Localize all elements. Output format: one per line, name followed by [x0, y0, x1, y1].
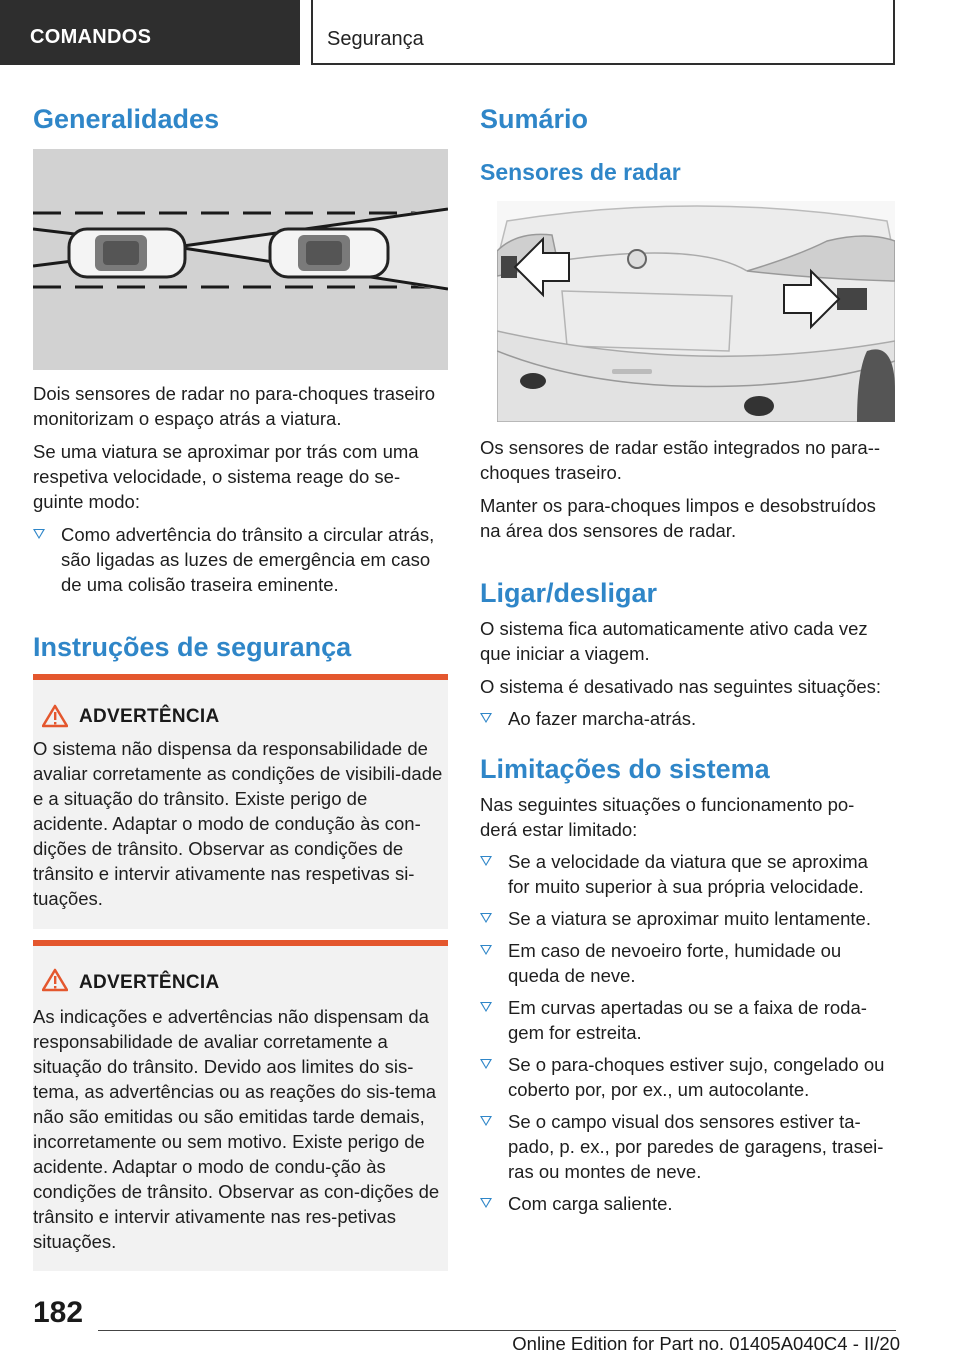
warning-text: As indicações e advertências não dispensam da responsabilidade de avaliar corretamente a situação do trânsito. Devido aos limites do sis-tema, as advertências ou as reações do sis-tema não são emitidas ou são emitidas tarde demais, incorretamente ou sem motivo. Existe perigo de acidente. Adaptar o modo de condu-ção às condições de trânsito. Observar as con-dições de trânsito e intervir ativamente nas res-petivas situações.: [33, 1006, 440, 1252]
warning-triangle-icon: [42, 968, 68, 997]
warning-triangle-icon: [42, 704, 68, 733]
generalidades-heading: Generalidades: [33, 104, 220, 134]
list-item: Em curvas apertadas ou se a faixa de roda-gem for estreita.: [480, 995, 898, 1045]
list-item: Ao fazer marcha-atrás.: [480, 706, 898, 731]
warning-label: ADVERTÊNCIA: [79, 706, 220, 727]
warning-box-1: [33, 674, 448, 929]
onoff-heading: Ligar/desligar: [480, 578, 658, 608]
safety-heading: Instruções de segurança: [33, 632, 352, 662]
list-item: Em caso de nevoeiro forte, humidade ou queda de neve.: [480, 938, 898, 988]
section-tab: COMANDOS: [0, 0, 300, 65]
right-para-3: O sistema fica automaticamente ativo cada vez que iniciar a viagem.: [480, 618, 868, 664]
list-item: Se a velocidade da viatura que se aproxima for muito superior à sua própria velocidade.: [480, 849, 898, 899]
list-item: Se o campo visual dos sensores estiver ta-pado, p. ex., por paredes de garagens, trasei-ras ou montes de neve.: [480, 1109, 898, 1184]
right-para-2: Manter os para-choques limpos e desobstruídos na área dos sensores de radar.: [480, 495, 876, 541]
list-item: Com carga saliente.: [480, 1191, 898, 1216]
topic-tab: Segurança: [311, 0, 895, 65]
page-number: 182: [33, 1296, 84, 1329]
bullet-triangle-icon: [480, 945, 492, 955]
bullet-triangle-icon: [480, 1002, 492, 1012]
warning-box-2: [33, 940, 448, 1271]
list-item: Como advertência do trânsito a circular atrás, são ligadas as luzes de emergência em caso de uma colisão traseira eminente.: [33, 522, 451, 597]
list-item: Se a viatura se aproximar muito lentamente.: [480, 906, 898, 931]
left-para-1: Dois sensores de radar no para-choques traseiro monitorizam o espaço atrás a viatura.: [33, 383, 436, 429]
left-para-2: Se uma viatura se aproximar por trás com uma respetiva velocidade, o sistema reage do se-guinte modo:: [33, 441, 419, 512]
footer-divider: [98, 1330, 896, 1331]
bullet-triangle-icon: [33, 529, 45, 539]
bullet-triangle-icon: [480, 713, 492, 723]
bullet-triangle-icon: [480, 1198, 492, 1208]
sumario-heading: Sumário: [480, 104, 589, 134]
right-para-4: O sistema é desativado nas seguintes situações:: [480, 676, 882, 697]
right-para-5: Nas seguintes situações o funcionamento po-derá estar limitado:: [480, 794, 855, 840]
bullet-triangle-icon: [480, 1059, 492, 1069]
right-para-1: Os sensores de radar estão integrados no para--choques traseiro.: [480, 437, 881, 483]
radar-coverage-diagram: [33, 149, 448, 370]
limitations-heading: Limitações do sistema: [480, 754, 770, 784]
warning-text: O sistema não dispensa da responsabilidade de avaliar corretamente as condições de visibili-dade e a situação do trânsito. Existe perigo de acidente. Adaptar o modo de condução às con-dições de trânsito. Observar as condições de trânsito e intervir ativamente nas respetivas si-tuações.: [33, 738, 443, 909]
edition-note: Online Edition for Part no. 01405A040C4 - II/20: [512, 1333, 900, 1354]
bullet-triangle-icon: [480, 1116, 492, 1126]
radar-sensors-heading: Sensores de radar: [480, 159, 681, 185]
rear-bumper-image: [497, 201, 895, 422]
bullet-triangle-icon: [480, 856, 492, 866]
warning-label: ADVERTÊNCIA: [79, 972, 220, 993]
list-item: Se o para-choques estiver sujo, congelado ou coberto por, por ex., um autocolante.: [480, 1052, 898, 1102]
bullet-triangle-icon: [480, 913, 492, 923]
